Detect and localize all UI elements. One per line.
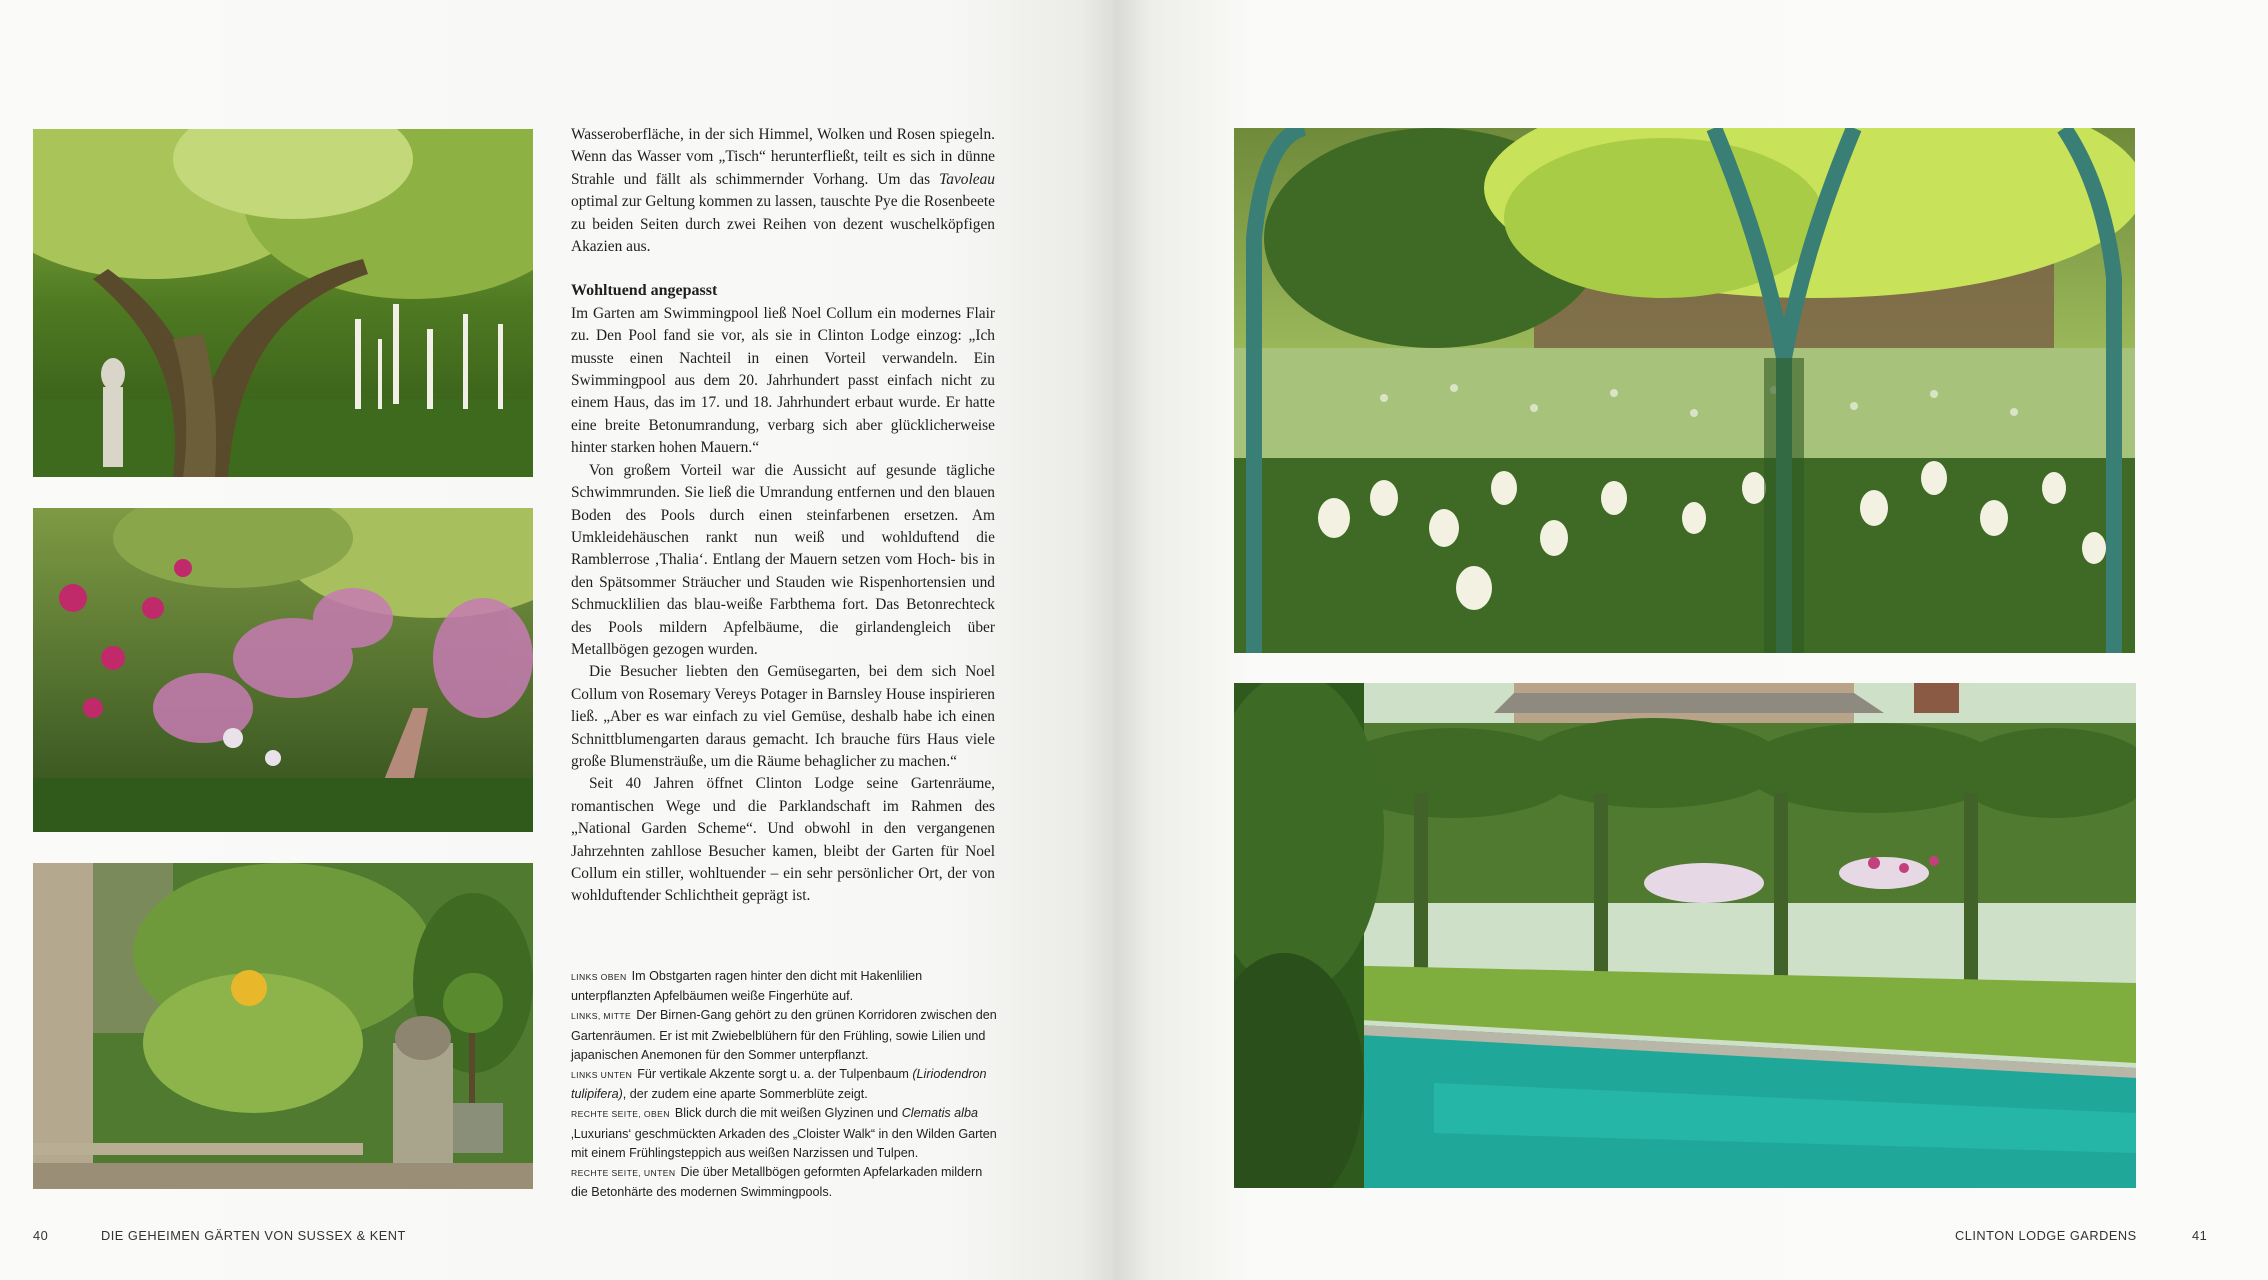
- swimming-pool-photo: [1234, 683, 2136, 1188]
- page-number-right: 41: [2192, 1228, 2208, 1243]
- section-heading: Wohltuend angepasst: [571, 282, 718, 300]
- paragraph-3: Von großem Vorteil war die Aussicht auf gesunde tägliche Schwimmrunden. Sie ließ die Umrandung entfernen und den blauen Boden des Pools durch einen steinfarbenen ersetzen. Am Umkleidehäuschen rankt nun weiß und wohlduftend die Ramblerrose ‚Thalia‘. Entlang der Mauern setzen vom Hoch- bis in den Spätsommer Sträucher und Stauden wie Rispenhortensien und Schmucklilien das blau-weiße Farbthema fort. Das Betonrechteck des Pools mildern Apfelbäume, die girlandengleich über Metallbögen gezogen wurden.: [571, 461, 995, 658]
- caption-left-bottom: LINKS UNTEN Für vertikale Akzente sorgt u. a. der Tulpenbaum (Liriodendron tulipifera), der zudem eine aparte Sommerblüte zeigt.: [571, 1067, 987, 1102]
- running-head-right: CLINTON LODGE GARDENS: [1955, 1228, 2137, 1243]
- caption-left-top: LINKS OBEN Im Obstgarten ragen hinter den dicht mit Hakenlilien unterpflanzten Apfelbäumen weiße Fingerhüte auf.: [571, 969, 923, 1004]
- paragraph-2: Im Garten am Swimmingpool ließ Noel Collum ein modernes Flair zu. Den Pool fand sie vor, als sie in Clinton Lodge einzog: „Ich musste einen Nachteil in einen Vorteil verwandeln. Ein Swimmingpool aus dem 20. Jahrhundert passt einfach nicht zu einem Haus, das im 17. und 18. Jahrhundert erbaut wurde. Er hatte eine breite Betonumrandung, verbarg sich aber glücklicherweise hinter starken hohen Mauern.“: [571, 304, 995, 457]
- photo-captions: [571, 967, 1001, 1202]
- article-body: [571, 124, 995, 908]
- caption-left-middle: LINKS, MITTE Der Birnen-Gang gehört zu den grünen Korridoren zwischen den Gartenräumen. Er ist mit Zwiebelblühern für den Frühling, sowie Lilien und japanischen Anemonen für den Sommer unterpflanzt.: [571, 1008, 997, 1062]
- paragraph-1: Wasseroberfläche, in der sich Himmel, Wolken und Rosen spiegeln. Wenn das Wasser vom „Tisch“ herunterfließt, teilt es sich in dünne Strahle und fällt als schimmernder Vorhang. Um das Tavoleau optimal zur Geltung kommen zu lassen, tauschte Pye die Rosenbeete zu beiden Seiten durch zwei Reihen von dezent wuschelköpfigen Akazien aus.: [571, 126, 995, 256]
- right-page: [1115, 0, 2268, 1280]
- running-head-left: DIE GEHEIMEN GÄRTEN VON SUSSEX & KENT: [101, 1228, 406, 1243]
- tulip-tree-photo: [33, 863, 533, 1189]
- caption-right-bottom: RECHTE SEITE, UNTEN Die über Metallbögen geformten Apfelarkaden mildern die Betonhärte des modernen Swimmingpools.: [571, 1165, 983, 1200]
- paragraph-5: Seit 40 Jahren öffnet Clinton Lodge seine Gartenräume, romantischen Wege und die Parklandschaft im Rahmen des „National Garden Scheme“. Und obwohl in den vergangenen Jahrzehnten zahllose Besucher kamen, bleibt der Garten für Noel Collum ein stiller, wohltuender – ein sehr persönlicher Ort, der von wohlduftender Schlichtheit geprägt ist.: [571, 775, 995, 905]
- paragraph-4: Die Besucher liebten den Gemüsegarten, bei dem sich Noel Collum von Rosemary Vereys Potager in Barnsley House inspirieren ließ. „Aber es war einfach zu viel Gemüse, deshalb habe ich einen Schnittblumengarten daraus gemacht. Ich brauche fürs Haus viele große Blumensträuße, um die Räume behaglicher zu machen.“: [571, 663, 995, 770]
- left-page: [0, 0, 1115, 1280]
- pear-walk-photo: [33, 508, 533, 832]
- cloister-walk-photo: [1234, 128, 2135, 653]
- page-number-left: 40: [33, 1228, 49, 1243]
- caption-right-top: RECHTE SEITE, OBEN Blick durch die mit weißen Glyzinen und Clematis alba ‚Luxurians‘ geschmückten Arkaden des „Cloister Walk“ in den Wilden Garten mit einem Frühlingsteppich aus weißen Narzissen und Tulpen.: [571, 1106, 997, 1160]
- orchard-photo: [33, 129, 533, 477]
